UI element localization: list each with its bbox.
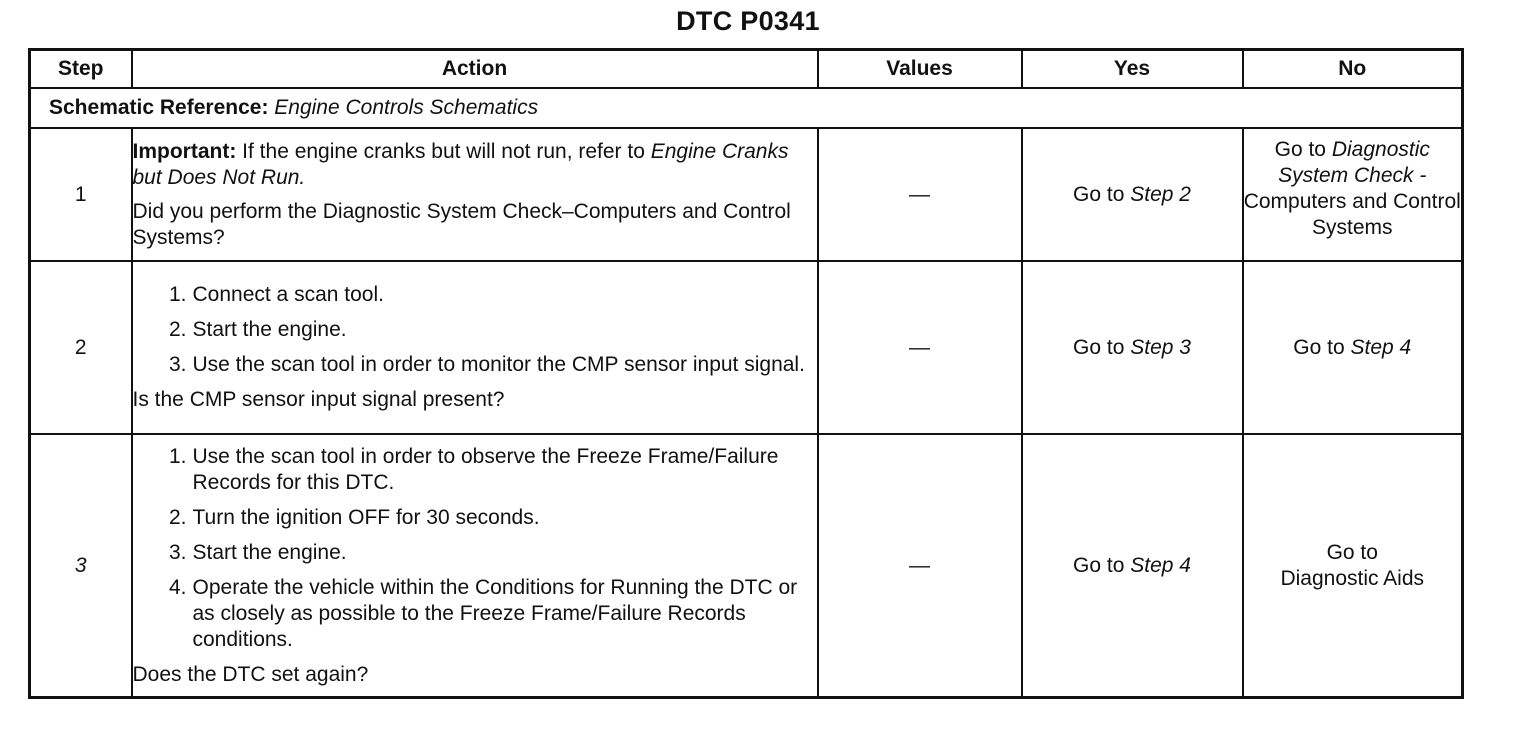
item-number: 1. [168, 444, 187, 468]
diagnostic-table [28, 48, 1464, 699]
action-cell [132, 128, 818, 261]
important-ref-link[interactable]: Engine Cranks but Does Not Run. [132, 139, 789, 189]
header-values: Values [818, 50, 1022, 89]
schematic-label: Schematic Reference: [49, 96, 269, 120]
item-text: Use the scan tool in order to monitor the CMP sensor input signal. [192, 353, 805, 377]
no-cell [1243, 128, 1463, 261]
yes-prefix: Go to [1073, 335, 1125, 359]
list-item [133, 505, 817, 531]
step-question: Is the CMP sensor input signal present? [132, 388, 505, 412]
action-cell [132, 434, 818, 697]
yes-link[interactable]: Step 2 [1130, 182, 1191, 206]
yes-cell [1022, 128, 1243, 261]
item-text: Turn the ignition OFF for 30 seconds. [192, 505, 540, 529]
step-number: 3 [30, 434, 132, 697]
no-cell [1243, 434, 1463, 697]
list-item [133, 282, 817, 308]
important-note [133, 139, 817, 191]
no-suffix: Computers and Control Systems [1243, 190, 1461, 240]
action-list [133, 282, 817, 378]
no-link[interactable]: Step 4 [1350, 335, 1412, 359]
yes-prefix: Go to [1073, 182, 1125, 206]
item-text: Start the engine. [192, 540, 347, 564]
list-item [133, 444, 817, 496]
step-question: Did you perform the Diagnostic System Check–Computers and Control Systems? [132, 199, 791, 249]
no-link[interactable]: Diagnostic System Check - [1278, 138, 1430, 188]
list-item [133, 317, 817, 343]
item-number: 4. [168, 575, 187, 599]
no-prefix: Go to [1326, 540, 1378, 564]
item-number: 3. [168, 540, 187, 564]
schematic-reference [30, 88, 1463, 128]
header-row [30, 50, 1463, 89]
no-prefix: Go to [1274, 138, 1326, 162]
table-row [30, 434, 1463, 697]
item-text: Connect a scan tool. [192, 283, 384, 307]
header-action: Action [132, 50, 818, 89]
yes-cell [1022, 434, 1243, 697]
step-number: 2 [30, 261, 132, 435]
values-cell: — [818, 434, 1022, 697]
important-text: If the engine cranks but will not run, refer to [242, 139, 645, 163]
item-number: 1. [168, 283, 187, 307]
values-cell: — [818, 128, 1022, 261]
action-list [133, 444, 817, 653]
schematic-reference-row [30, 88, 1463, 128]
step-question: Does the DTC set again? [132, 662, 369, 686]
header-no: No [1243, 50, 1463, 89]
item-number: 2. [168, 318, 187, 342]
no-cell [1243, 261, 1463, 435]
page-title: DTC P0341 [676, 6, 820, 36]
item-text: Start the engine. [192, 318, 347, 342]
item-number: 3. [168, 353, 187, 377]
item-number: 2. [168, 505, 187, 529]
step-number: 1 [30, 128, 132, 261]
yes-cell [1022, 261, 1243, 435]
action-cell [132, 261, 818, 435]
values-cell: — [818, 261, 1022, 435]
no-link[interactable]: Diagnostic Aids [1280, 566, 1425, 590]
header-step: Step [30, 50, 132, 89]
schematic-link[interactable]: Engine Controls Schematics [274, 96, 539, 120]
table-row [30, 128, 1463, 261]
yes-link[interactable]: Step 3 [1130, 335, 1191, 359]
header-yes: Yes [1022, 50, 1243, 89]
list-item [133, 575, 817, 653]
important-label: Important: [132, 139, 237, 163]
item-text: Use the scan tool in order to observe the Freeze Frame/Failure Records for this DTC. [192, 444, 779, 494]
no-prefix: Go to [1293, 335, 1345, 359]
list-item [133, 540, 817, 566]
yes-prefix: Go to [1073, 553, 1125, 577]
list-item [133, 352, 817, 378]
table-row [30, 261, 1463, 435]
yes-link[interactable]: Step 4 [1130, 553, 1191, 577]
item-text: Operate the vehicle within the Conditions for Running the DTC or as closely as possible to the Freeze Frame/Failure Records conditions. [192, 575, 798, 651]
